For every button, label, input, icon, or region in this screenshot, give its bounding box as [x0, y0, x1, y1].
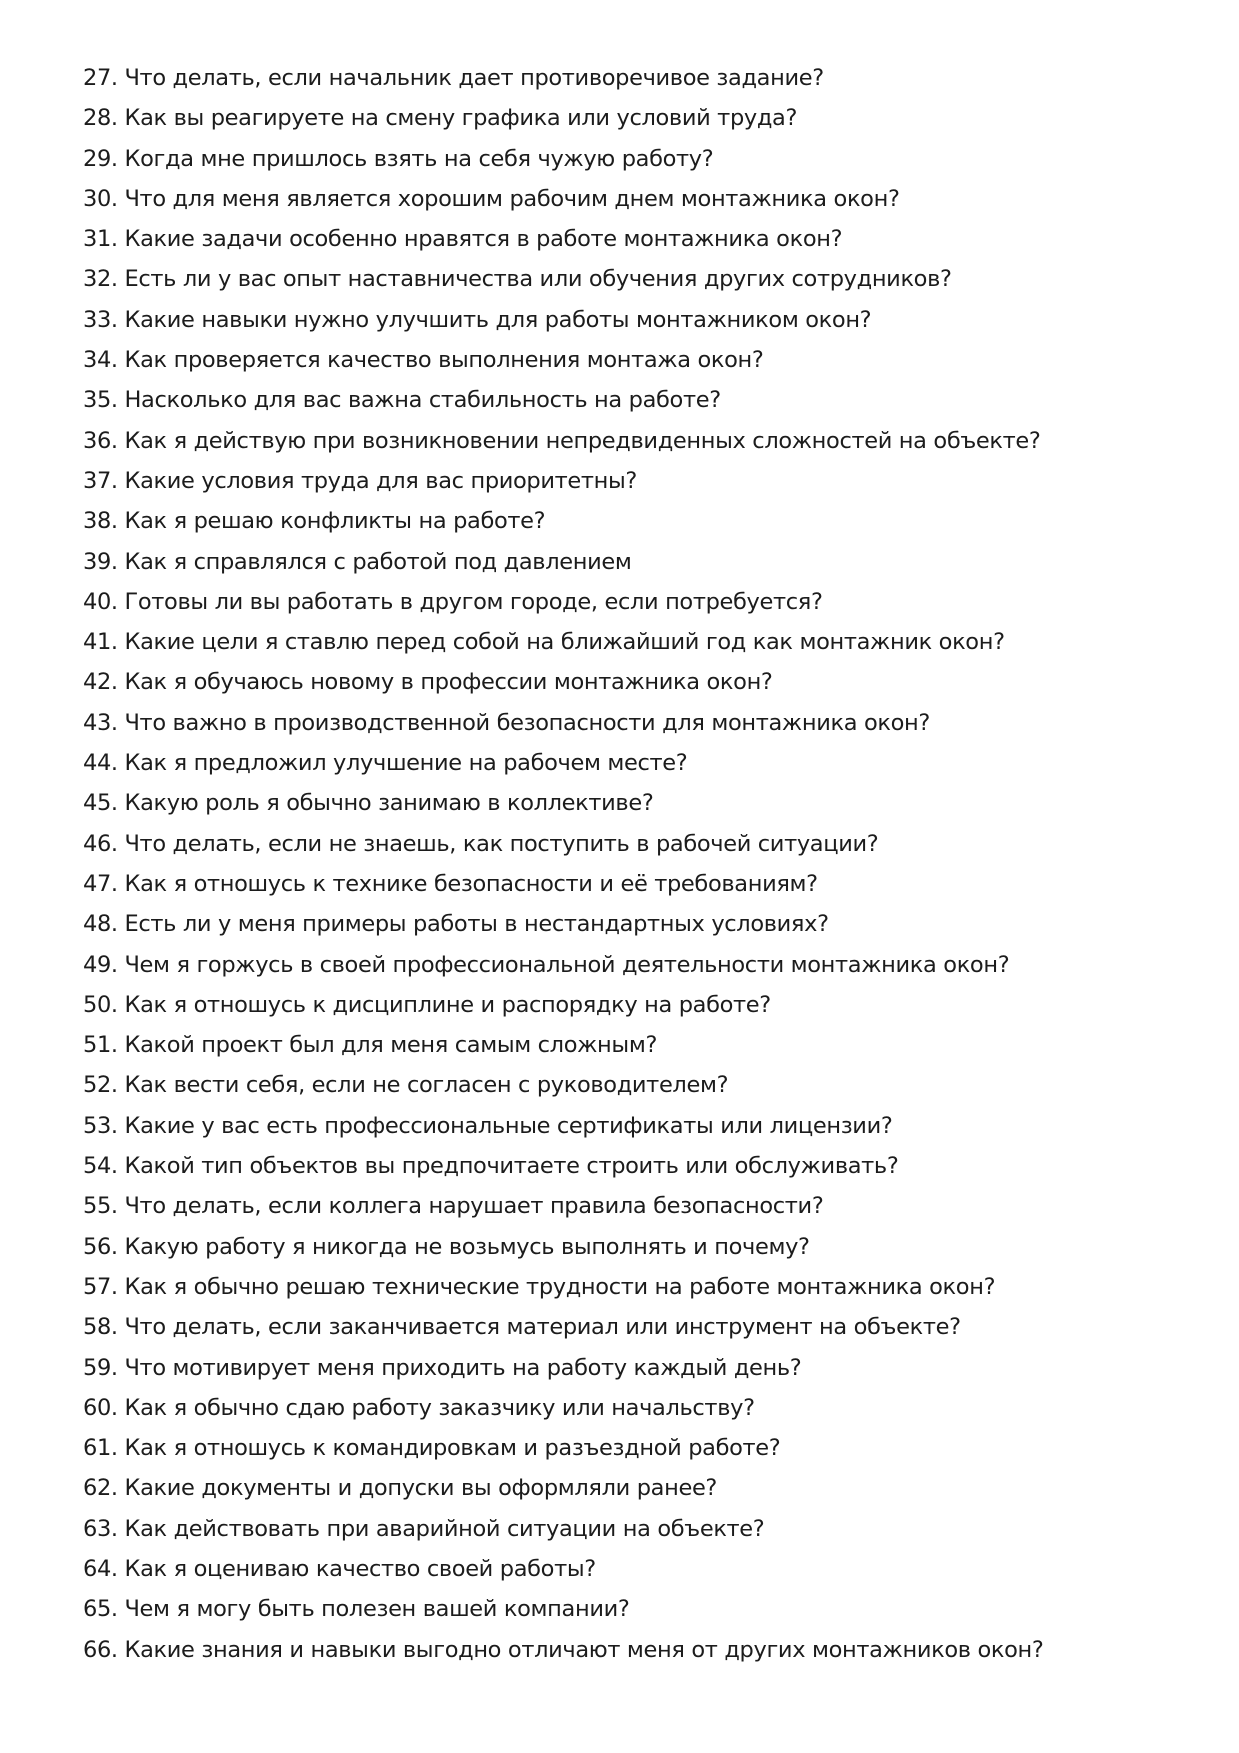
question-text: Какие цели я ставлю перед собой на ближайший год как монтажник окон? — [124, 629, 1005, 656]
question-text: Как я отношусь к командировкам и разъездной работе? — [124, 1435, 781, 1462]
question-text: Как действовать при аварийной ситуации на объекте? — [124, 1515, 765, 1542]
question-number: 53. — [83, 1112, 118, 1139]
question-number: 29. — [83, 145, 118, 172]
question-item — [83, 300, 1203, 340]
question-number: 30. — [83, 185, 118, 212]
question-text: Есть ли у меня примеры работы в нестандартных условиях? — [124, 911, 829, 938]
question-text: Какой тип объектов вы предпочитаете строить или обслуживать? — [124, 1153, 899, 1180]
question-number: 46. — [83, 830, 118, 857]
question-text: Как я отношусь к технике безопасности и её требованиям? — [124, 870, 818, 897]
question-item — [83, 864, 1203, 904]
question-text: Какие у вас есть профессиональные сертификаты или лицензии? — [124, 1112, 893, 1139]
question-text: Как я оцениваю качество своей работы? — [124, 1555, 596, 1582]
question-number: 47. — [83, 870, 118, 897]
question-item — [83, 1589, 1203, 1629]
question-number: 32. — [83, 266, 118, 293]
question-item — [83, 501, 1203, 541]
question-number: 42. — [83, 669, 118, 696]
question-item — [83, 1388, 1203, 1428]
question-item — [83, 461, 1203, 501]
question-number: 54. — [83, 1153, 118, 1180]
question-item — [83, 703, 1203, 743]
question-item — [83, 1146, 1203, 1186]
question-text: Какие условия труда для вас приоритетны? — [124, 467, 638, 494]
question-text: Как я предложил улучшение на рабочем месте? — [124, 750, 688, 777]
question-number: 59. — [83, 1354, 118, 1381]
question-number: 52. — [83, 1072, 118, 1099]
question-text: Как я обычно решаю технические трудности на работе монтажника окон? — [124, 1273, 996, 1300]
question-number: 65. — [83, 1596, 118, 1623]
question-item — [83, 1065, 1203, 1105]
question-number: 48. — [83, 911, 118, 938]
question-text: Что важно в производственной безопасности для монтажника окон? — [124, 709, 930, 736]
question-text: Как я обучаюсь новому в профессии монтажника окон? — [124, 669, 773, 696]
question-number: 27. — [83, 65, 118, 91]
question-number: 36. — [83, 427, 118, 454]
document-page — [83, 58, 1203, 1670]
question-item — [83, 945, 1203, 985]
question-item — [83, 662, 1203, 702]
question-text: Какие навыки нужно улучшить для работы монтажником окон? — [124, 306, 872, 333]
question-text: Чем я горжусь в своей профессиональной деятельности монтажника окон? — [124, 951, 1010, 978]
question-number: 51. — [83, 1032, 118, 1059]
question-item — [83, 219, 1203, 259]
question-item — [83, 1630, 1203, 1670]
question-item — [83, 1428, 1203, 1468]
question-item — [83, 1348, 1203, 1388]
question-text: Когда мне пришлось взять на себя чужую работу? — [124, 145, 714, 172]
question-item — [83, 340, 1203, 380]
question-item — [83, 1106, 1203, 1146]
question-number: 58. — [83, 1314, 118, 1341]
question-item — [83, 98, 1203, 138]
question-item — [83, 1307, 1203, 1347]
question-number: 61. — [83, 1435, 118, 1462]
question-number: 50. — [83, 991, 118, 1018]
question-text: Готовы ли вы работать в другом городе, если потребуется? — [124, 588, 823, 615]
question-item — [83, 582, 1203, 622]
question-text: Как вы реагируете на смену графика или условий труда? — [124, 105, 798, 132]
question-number: 35. — [83, 387, 118, 414]
question-number: 44. — [83, 750, 118, 777]
question-number: 43. — [83, 709, 118, 736]
question-item — [83, 1025, 1203, 1065]
question-text: Как я действую при возникновении непредвиденных сложностей на объекте? — [124, 427, 1041, 454]
question-text: Какую работу я никогда не возьмусь выполнять и почему? — [124, 1233, 810, 1260]
question-number: 40. — [83, 588, 118, 615]
question-text: Какие документы и допуски вы оформляли ранее? — [124, 1475, 718, 1502]
question-number: 62. — [83, 1475, 118, 1502]
question-item — [83, 904, 1203, 944]
question-item — [83, 1227, 1203, 1267]
question-text: Как я отношусь к дисциплине и распорядку на работе? — [124, 991, 771, 1018]
question-text: Что делать, если не знаешь, как поступить в рабочей ситуации? — [124, 830, 879, 857]
question-text: Как я обычно сдаю работу заказчику или начальству? — [124, 1394, 755, 1421]
question-number: 31. — [83, 226, 118, 253]
question-number: 63. — [83, 1515, 118, 1542]
question-text: Какие задачи особенно нравятся в работе монтажника окон? — [124, 226, 843, 253]
question-text: Как я решаю конфликты на работе? — [124, 508, 546, 535]
question-number: 39. — [83, 548, 118, 575]
question-item — [83, 139, 1203, 179]
question-number: 34. — [83, 347, 118, 374]
question-item — [83, 1186, 1203, 1226]
question-text: Что делать, если заканчивается материал или инструмент на объекте? — [124, 1314, 961, 1341]
question-text: Есть ли у вас опыт наставничества или обучения других сотрудников? — [124, 266, 952, 293]
question-number: 49. — [83, 951, 118, 978]
question-number: 66. — [83, 1636, 118, 1663]
question-number: 38. — [83, 508, 118, 535]
question-text: Что делать, если коллега нарушает правила безопасности? — [124, 1193, 824, 1220]
question-item — [83, 985, 1203, 1025]
question-number: 45. — [83, 790, 118, 817]
question-number: 41. — [83, 629, 118, 656]
question-number: 55. — [83, 1193, 118, 1220]
question-item — [83, 259, 1203, 299]
question-item — [83, 824, 1203, 864]
question-number: 64. — [83, 1555, 118, 1582]
question-item — [83, 1549, 1203, 1589]
question-text: Что для меня является хорошим рабочим днем монтажника окон? — [124, 185, 900, 212]
question-text: Что мотивирует меня приходить на работу каждый день? — [124, 1354, 802, 1381]
question-text: Какую роль я обычно занимаю в коллективе? — [124, 790, 654, 817]
question-text: Чем я могу быть полезен вашей компании? — [124, 1596, 630, 1623]
question-text: Как я справлялся с работой под давлением — [124, 548, 632, 575]
question-item — [83, 542, 1203, 582]
question-item — [83, 1509, 1203, 1549]
question-item — [83, 1267, 1203, 1307]
question-list — [83, 58, 1203, 1670]
question-number: 28. — [83, 105, 118, 132]
question-item — [83, 1468, 1203, 1508]
question-text: Как проверяется качество выполнения монтажа окон? — [124, 347, 764, 374]
question-text: Насколько для вас важна стабильность на работе? — [124, 387, 721, 414]
question-number: 56. — [83, 1233, 118, 1260]
question-number: 57. — [83, 1273, 118, 1300]
question-item — [83, 622, 1203, 662]
question-text: Какие знания и навыки выгодно отличают меня от других монтажников окон? — [124, 1636, 1044, 1663]
question-item — [83, 743, 1203, 783]
question-number: 60. — [83, 1394, 118, 1421]
question-text: Какой проект был для меня самым сложным? — [124, 1032, 658, 1059]
question-item — [83, 380, 1203, 420]
question-number: 33. — [83, 306, 118, 333]
question-item — [83, 421, 1203, 461]
question-text: Как вести себя, если не согласен с руководителем? — [124, 1072, 729, 1099]
question-text: Что делать, если начальник дает противоречивое задание? — [124, 65, 824, 91]
question-item — [83, 179, 1203, 219]
question-item — [83, 58, 1203, 98]
question-number: 37. — [83, 467, 118, 494]
question-item — [83, 783, 1203, 823]
